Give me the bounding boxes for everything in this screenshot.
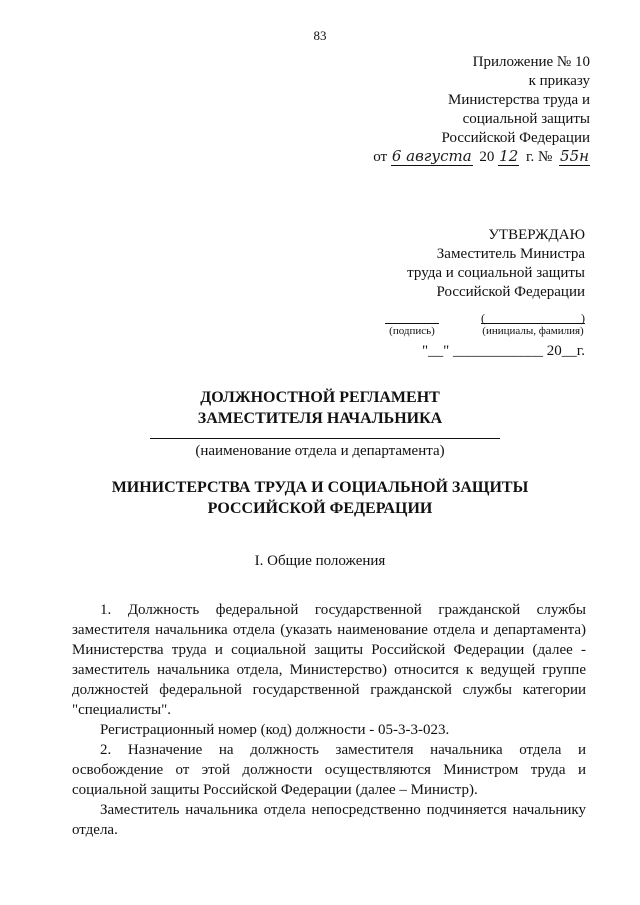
handwritten-date: 6 августа xyxy=(391,147,472,165)
document-title xyxy=(0,387,640,429)
approve-heading: УТВЕРЖДАЮ xyxy=(488,227,585,243)
approve-line: Российской Федерации xyxy=(436,284,585,300)
title-line: ДОЛЖНОСТНОЙ РЕГЛАМЕНТ xyxy=(200,389,440,406)
body-text xyxy=(72,600,586,840)
department-caption: (наименование отдела и департамента) xyxy=(195,443,445,459)
appendix-line: Министерства труда и xyxy=(448,92,590,108)
initials-field xyxy=(481,313,585,337)
date-prefix: от xyxy=(373,149,388,165)
ministry-line: МИНИСТЕРСТВА ТРУДА И СОЦИАЛЬНОЙ ЗАЩИТЫ xyxy=(111,479,529,496)
paren-open: ( xyxy=(481,311,485,325)
appendix-line: социальной защиты xyxy=(462,111,590,127)
approve-line: Заместитель Министра xyxy=(436,246,585,262)
handwritten-order-number: 55н xyxy=(560,147,589,165)
approve-line: труда и социальной защиты xyxy=(407,265,585,281)
initials-rule xyxy=(481,323,585,324)
signature-block xyxy=(385,313,585,360)
paragraph: 2. Назначение на должность заместителя начальника отдела и освобождение от этой должности осуществляются Министром труда и социальной защиты Российской Федерации (далее – Министр). xyxy=(72,742,586,798)
year-prefix: 20 xyxy=(479,149,495,165)
paragraph: Заместитель начальника отдела непосредственно подчиняется начальнику отдела. xyxy=(72,802,586,838)
appendix-line: Приложение № 10 xyxy=(472,54,590,70)
initials-caption: (инициалы, фамилия) xyxy=(482,325,584,337)
appendix-block xyxy=(370,53,590,167)
appendix-line: к приказу xyxy=(528,73,590,89)
approval-date-template: "__" ____________ 20__г. xyxy=(422,343,585,359)
approval-block xyxy=(345,226,585,302)
handwritten-year: 12 xyxy=(499,147,519,165)
page-number: 83 xyxy=(313,28,327,43)
signature-row xyxy=(385,313,585,337)
paren-close: ) xyxy=(581,311,585,325)
section-heading: I. Общие положения xyxy=(254,553,386,569)
ministry-heading xyxy=(0,477,640,519)
paragraph: Регистрационный номер (код) должности - 05-3-3-023. xyxy=(100,722,450,738)
appendix-line: Российской Федерации xyxy=(441,130,590,146)
year-suffix: г. № xyxy=(526,149,553,165)
ministry-line: РОССИЙСКОЙ ФЕДЕРАЦИИ xyxy=(207,500,433,517)
signature-field xyxy=(385,313,439,337)
paragraph: 1. Должность федеральной государственной гражданской службы заместителя начальника отдела (указать наименование отдела и департамента) Министерства труда и социальной защиты Российской Федерации (далее - заместитель начальника отдела, Министерство) относится к ведущей группе должностей федеральной государственной гражданской службы категории "специалисты". xyxy=(72,602,586,718)
order-date-line xyxy=(370,148,590,167)
title-line: ЗАМЕСТИТЕЛЯ НАЧАЛЬНИКА xyxy=(197,410,443,427)
signature-caption: (подпись) xyxy=(389,325,435,337)
department-blank-line xyxy=(150,438,500,439)
signature-rule xyxy=(385,323,439,324)
